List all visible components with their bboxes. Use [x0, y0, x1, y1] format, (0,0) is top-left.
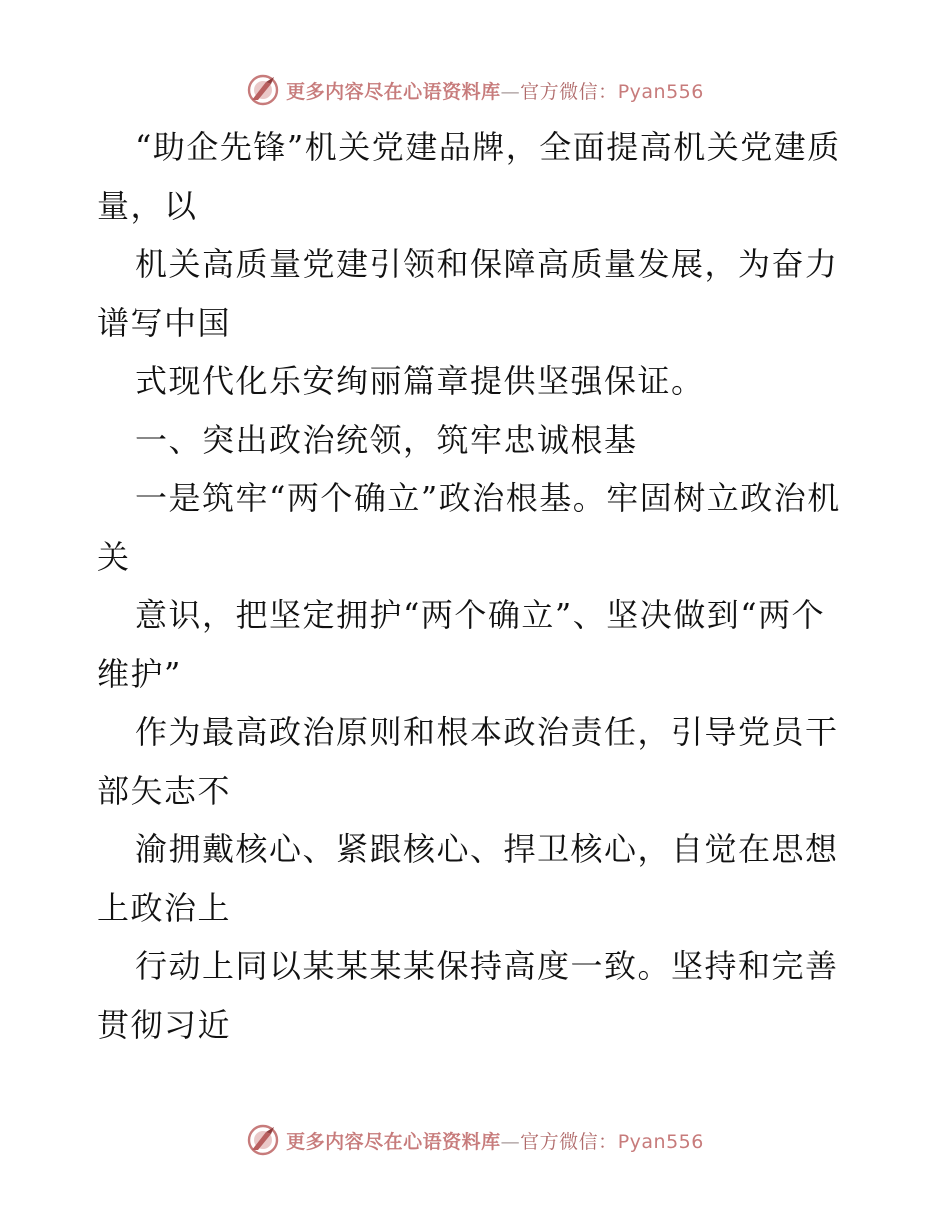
line-rest: 贯彻习近 — [97, 1005, 232, 1044]
line-first: 渝拥戴核心、紧跟核心、捍卫核心，自觉在思想 — [135, 830, 839, 868]
watermark-wechat-label: 官方微信： — [520, 1130, 618, 1153]
paragraph-line — [97, 469, 857, 586]
paragraph-line — [97, 118, 857, 235]
paragraph-line — [97, 820, 857, 937]
watermark-brand: 更多内容尽在心语资料库 — [286, 1130, 501, 1153]
line-rest: 谱写中国 — [97, 303, 232, 342]
line-rest: 个维护” — [97, 596, 826, 693]
line-rest: 上政治上 — [97, 888, 232, 927]
footer-watermark — [0, 1120, 950, 1160]
paragraph-line — [97, 937, 857, 1054]
document-body — [97, 118, 857, 1054]
watermark-brand: 更多内容尽在心语资料库 — [286, 80, 501, 103]
watermark-wechat-id: Pyan556 — [617, 1130, 704, 1153]
watermark-text — [286, 1127, 704, 1154]
quill-pen-seal-icon — [246, 73, 280, 107]
quill-pen-seal-icon — [246, 1123, 280, 1157]
line-first: 意识，把坚定拥护“两个确立”、坚决做到“两 — [135, 596, 792, 634]
line-first: 一是筑牢“两个确立”政治根基。牢固树立政治 — [135, 479, 808, 517]
watermark-text — [286, 77, 704, 104]
line-first: 行动上同以某某某某保持高度一致。坚持和完善 — [135, 947, 839, 985]
line-first: 式现代化乐安绚丽篇章提供坚强保证。 — [135, 362, 705, 400]
section-heading — [97, 411, 857, 470]
paragraph-line — [97, 352, 857, 411]
watermark-wechat-label: 官方微信： — [520, 80, 618, 103]
watermark-separator: — — [500, 1130, 521, 1153]
line-rest: 质量，以 — [97, 128, 841, 225]
paragraph-line — [97, 703, 857, 820]
paragraph-line — [97, 586, 857, 703]
line-first: “助企先锋”机关党建品牌，全面提高机关党建 — [135, 128, 808, 166]
line-first: 作为最高政治原则和根本政治责任，引导党员干 — [135, 713, 839, 751]
line-rest: 机关 — [97, 479, 841, 576]
header-watermark — [0, 70, 950, 110]
heading-text: 一、突出政治统领，筑牢忠诚根基 — [135, 420, 638, 459]
watermark-separator: — — [500, 80, 521, 103]
line-rest: 部矢志不 — [97, 771, 232, 810]
watermark-wechat-id: Pyan556 — [617, 80, 704, 103]
line-first: 机关高质量党建引领和保障高质量发展，为奋力 — [135, 245, 839, 283]
paragraph-line — [97, 235, 857, 352]
